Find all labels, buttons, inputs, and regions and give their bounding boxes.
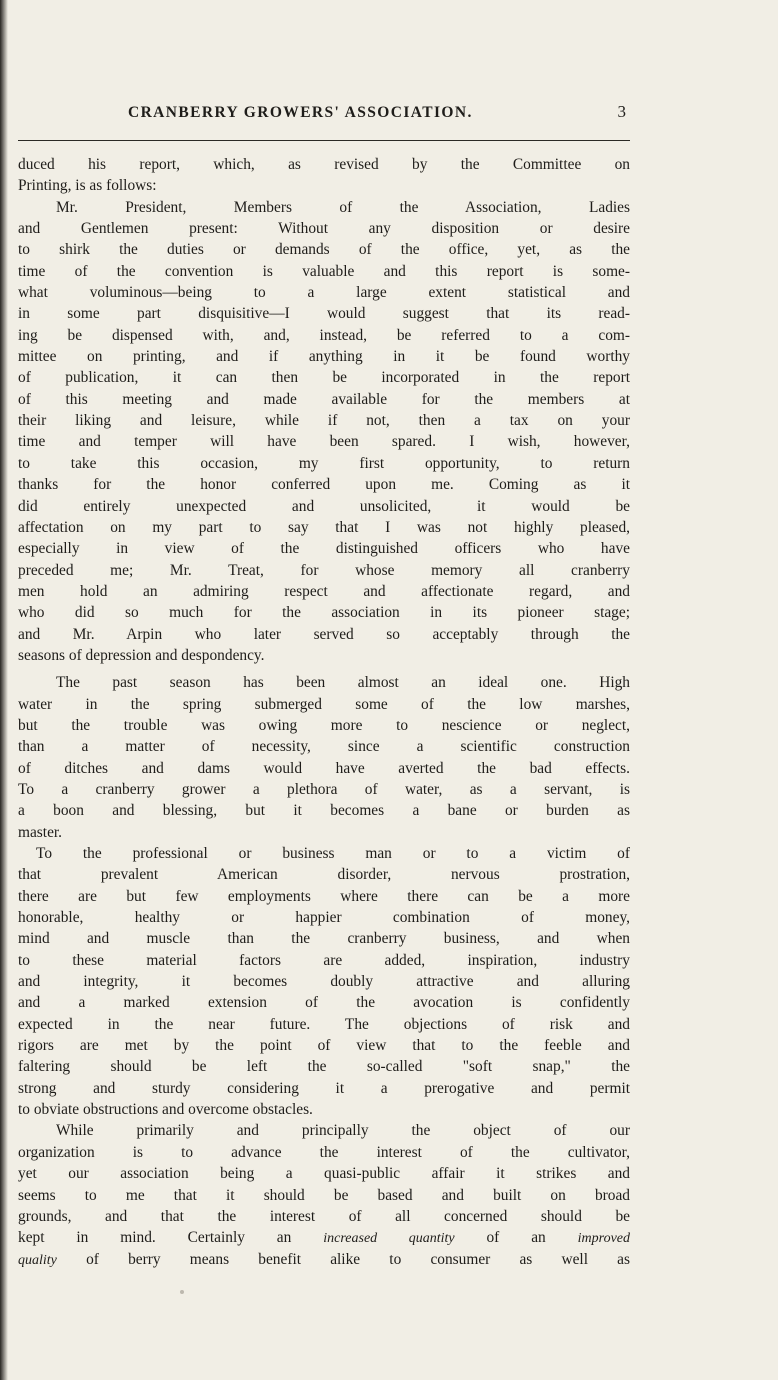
- text-line: of publication, it can then be incorporated in the report: [18, 369, 630, 387]
- text-line: seems to me that it should be based and built on broad: [18, 1186, 630, 1204]
- text-line: who did so much for the association in its pioneer stage;: [18, 604, 630, 622]
- text-line: thanks for the honor conferred upon me. Coming as it: [18, 476, 630, 494]
- text-line: honorable, healthy or happier combination of money,: [18, 909, 630, 927]
- text-line: While primarily and principally the object of our: [56, 1122, 630, 1140]
- page-header: [18, 100, 630, 130]
- text-line: grounds, and that the interest of all concerned should be: [18, 1207, 630, 1225]
- text-line: of ditches and dams would have averted the bad effects.: [18, 759, 630, 777]
- paragraph-5-end: [18, 1227, 630, 1270]
- running-head: CRANBERRY GROWERS' ASSOCIATION.: [128, 104, 473, 121]
- page-number: 3: [617, 102, 626, 121]
- text-line: affectation on my part to say that I was not highly pleased,: [18, 518, 630, 536]
- italic-text: increased quantity: [323, 1231, 455, 1247]
- text-line: to take this occasion, my first opportunity, to return: [18, 454, 630, 472]
- text-line: rigors are met by the point of view that to the feeble and: [18, 1037, 630, 1055]
- text-line: than a matter of necessity, since a scientific construction: [18, 738, 630, 756]
- text-line: and Gentlemen present: Without any disposition or desire: [18, 220, 630, 238]
- text-line: faltering should be left the so-called "soft snap," the: [18, 1058, 630, 1076]
- text-line: of this meeting and made available for the members at: [18, 390, 630, 408]
- text-line: and Mr. Arpin who later served so acceptably through the: [18, 625, 630, 643]
- text-line: To the professional or business man or to a victim of: [36, 845, 630, 862]
- text-line: organization is to advance the interest of the cultivator,: [18, 1143, 630, 1161]
- text-line: and a marked extension of the avocation is confidently: [18, 994, 630, 1012]
- text-line: time and temper will have been spared. I wish, however,: [18, 433, 630, 451]
- text-line: seasons of depression and despondency.: [18, 646, 265, 664]
- text-line: to these material factors are added, inspiration, industry: [18, 951, 630, 969]
- text-line: master.: [18, 823, 63, 841]
- text-line: and integrity, it becomes doubly attractive and alluring: [18, 973, 630, 991]
- text-line: water in the spring submerged some of the low marshes,: [18, 695, 630, 713]
- text-line: strong and sturdy considering it a prerogative and permit: [18, 1079, 630, 1097]
- text-line: time of the convention is valuable and this report is some-: [18, 262, 630, 280]
- text-line: yet our association being a quasi-public affair it strikes and: [18, 1165, 630, 1183]
- text-line: To a cranberry grower a plethora of water, as a servant, is: [18, 780, 630, 798]
- paragraph-5: [18, 1120, 630, 1227]
- paragraph-2: [18, 197, 630, 667]
- text-line: did entirely unexpected and unsolicited, it would be: [18, 497, 630, 515]
- paragraph-1: [18, 154, 630, 197]
- text-line: a boon and blessing, but it becomes a bane or burden as: [18, 802, 630, 820]
- text-line: preceded me; Mr. Treat, for whose memory all cranberry: [18, 561, 630, 579]
- text-line: ing be dispensed with, and, instead, be referred to a com-: [18, 326, 630, 344]
- text-fragment: kept in mind. Certainly an: [18, 1229, 292, 1247]
- text-line: there are but few employments where there can be a more: [18, 887, 630, 905]
- paragraph-4: [18, 843, 630, 1120]
- text-line: The past season has been almost an ideal one. High: [56, 674, 630, 692]
- text-line: but the trouble was owing more to nescience or neglect,: [18, 716, 630, 734]
- text-line: men hold an admiring respect and affectionate regard, and: [18, 582, 630, 600]
- page-edge-shadow: [0, 0, 8, 1380]
- text-line: their liking and leisure, while if not, then a tax on your: [18, 412, 630, 430]
- text-line: [18, 1227, 630, 1248]
- text-line: Printing, is as follows:: [18, 177, 157, 195]
- text-line: mittee on printing, and if anything in it be found worthy: [18, 348, 630, 366]
- body-text: [18, 154, 630, 1270]
- header-rule: [18, 140, 630, 141]
- text-line: especially in view of the distinguished officers who have: [18, 540, 630, 558]
- text-fragment: of an: [454, 1229, 578, 1247]
- paragraph-3: [18, 672, 630, 843]
- text-line: Mr. President, Members of the Association, Ladies: [56, 198, 630, 216]
- text-line: duced his report, which, as revised by the Committee on: [18, 156, 630, 173]
- text-fragment: of berry means benefit alike to consumer as well as: [56, 1250, 630, 1268]
- text-line: expected in the near future. The objections of risk and: [18, 1015, 630, 1033]
- text-line: in some part disquisitive—I would suggest that its read-: [18, 305, 630, 323]
- text-line: to obviate obstructions and overcome obstacles.: [18, 1101, 313, 1119]
- text-line: mind and muscle than the cranberry business, and when: [18, 930, 630, 948]
- text-line: that prevalent American disorder, nervous prostration,: [18, 866, 630, 884]
- italic-text: quality: [18, 1252, 57, 1268]
- text-line: [18, 1249, 630, 1270]
- italic-text: improved: [577, 1231, 630, 1247]
- text-line: what voluminous—being to a large extent statistical and: [18, 284, 630, 302]
- paper-speck: [180, 1290, 184, 1294]
- text-line: to shirk the duties or demands of the office, yet, as the: [18, 241, 630, 259]
